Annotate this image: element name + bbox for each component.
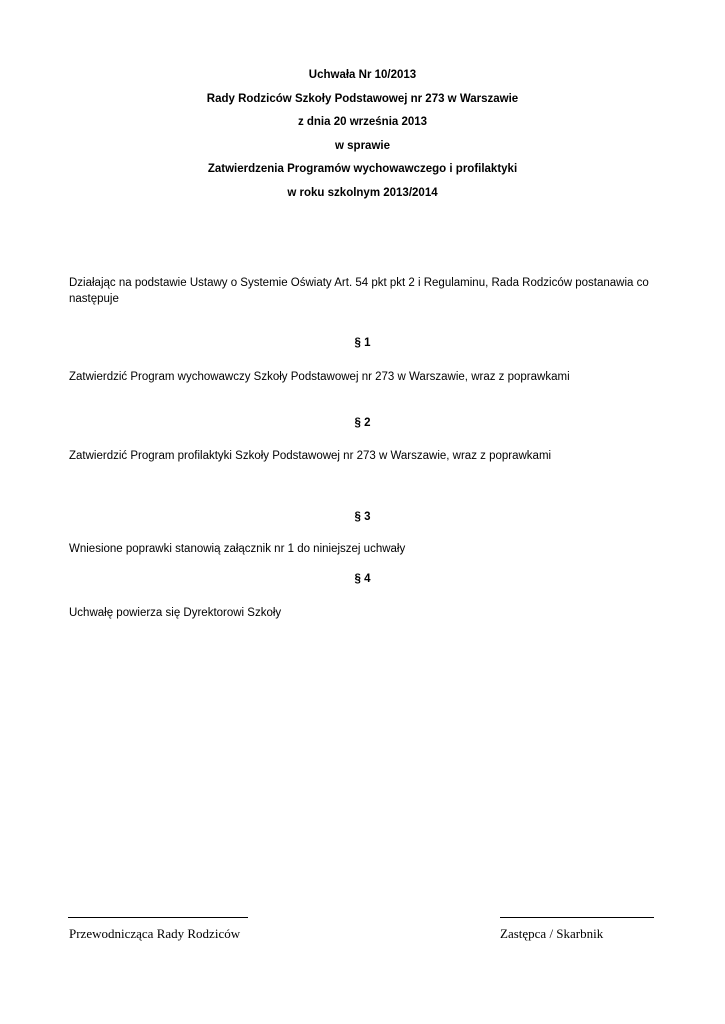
- section-2-mark: § 2: [354, 417, 371, 429]
- section-2-text: Zatwierdzić Program profilaktyki Szkoły Podstawowej nr 273 w Warszawie, wraz z poprawkami: [69, 450, 552, 462]
- section-1-mark: § 1: [354, 337, 371, 349]
- resolution-number: Uchwała Nr 10/2013: [308, 69, 417, 81]
- right-signature-line: [500, 917, 654, 918]
- section-4-text: Uchwałę powierza się Dyrektorowi Szkoły: [69, 607, 282, 619]
- section-3-mark: § 3: [354, 511, 371, 523]
- deputy-treasurer-signature-label: Zastępca / Skarbnik: [500, 926, 604, 941]
- regarding-label: w sprawie: [335, 139, 390, 152]
- section-4-mark: § 4: [354, 573, 371, 585]
- resolution-date: z dnia 20 września 2013: [297, 116, 428, 128]
- left-signature-line: [68, 917, 248, 918]
- section-1-text: Zatwierdzić Program wychowawczy Szkoły Podstawowej nr 273 w Warszawie, wraz z poprawkami: [69, 371, 570, 383]
- resolution-subject: Zatwierdzenia Programów wychowawczego i profilaktyki: [207, 163, 518, 175]
- school-year: w roku szkolnym 2013/2014: [287, 186, 438, 199]
- preamble-text: Działając na podstawie Ustawy o Systemie Oświaty Art. 54 pkt pkt 2 i Regulaminu, Rada Rodziców postanawia co następuje: [69, 277, 649, 305]
- chairperson-signature-label: Przewodnicząca Rady Rodziców: [69, 926, 241, 941]
- section-3-text: Wniesione poprawki stanowią załącznik nr 1 do niniejszej uchwały: [69, 543, 406, 555]
- resolution-header: [0, 64, 725, 205]
- council-name: Rady Rodziców Szkoły Podstawowej nr 273 w Warszawie: [206, 92, 519, 105]
